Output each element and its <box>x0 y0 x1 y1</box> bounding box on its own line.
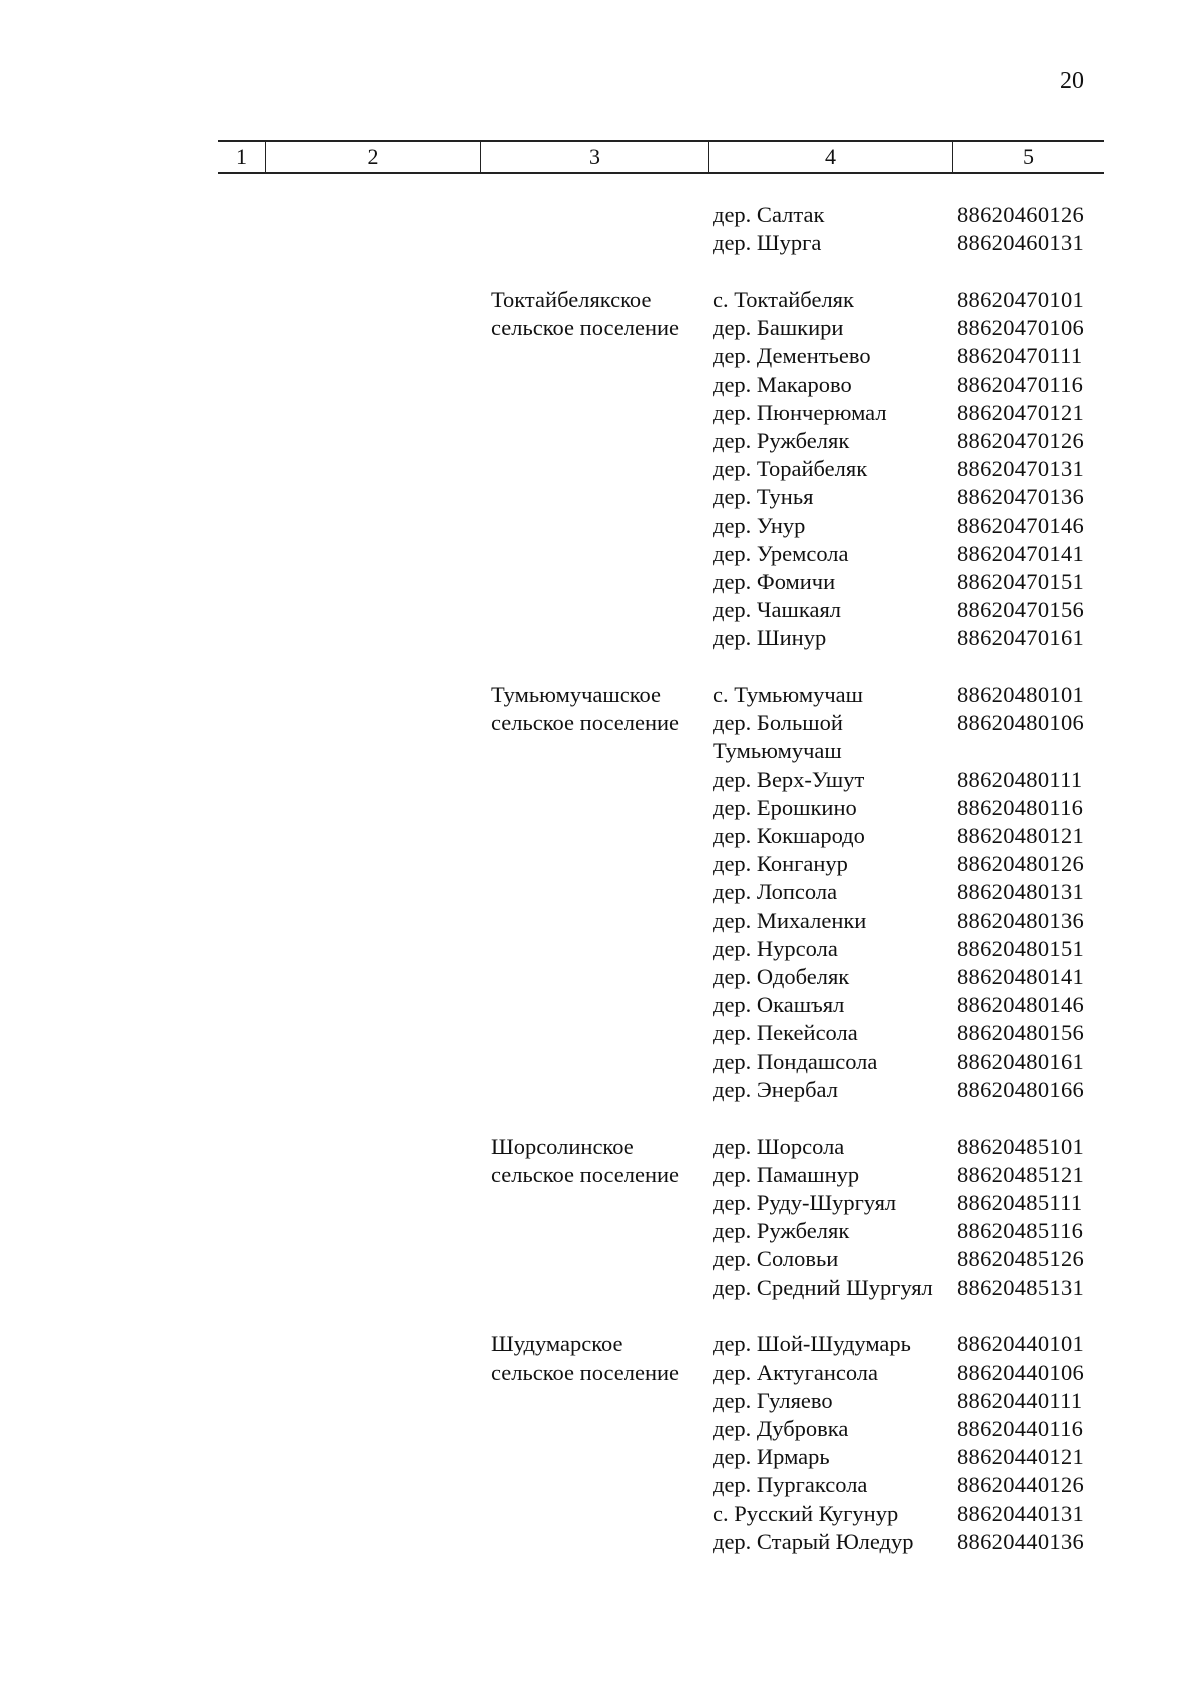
oktmo-code: 88620460131 <box>957 230 1085 256</box>
locality-name: дер. Фомичи <box>713 568 836 594</box>
table-row <box>713 399 1200 427</box>
locality-name: дер. Старый Юледур <box>713 1528 914 1554</box>
settlement-name: Тумьюмучашское сельское поселение <box>491 682 680 736</box>
locality-name: дер. Средний Шургуял <box>713 1274 933 1300</box>
locality-name: дер. Пекейсола <box>713 1020 858 1046</box>
settlement-name: Шорсолинское сельское поселение <box>491 1133 680 1187</box>
table-row <box>713 681 1200 709</box>
column-number-1: 1 <box>236 144 247 169</box>
locality-name: дер. Пондашсола <box>713 1048 878 1074</box>
locality-name: дер. Гуляево <box>713 1387 833 1413</box>
locality-name: дер. Ирмарь <box>713 1444 830 1470</box>
locality-name: дер. Окашъял <box>713 992 845 1018</box>
locality-name: дер. Нурсола <box>713 935 838 961</box>
locality-name: дер. Уремсола <box>713 540 849 566</box>
oktmo-code: 88620470116 <box>957 371 1084 397</box>
oktmo-code: 88620470151 <box>957 568 1085 594</box>
locality-name: дер. Соловьи <box>713 1246 839 1272</box>
column-number-2: 2 <box>265 142 480 172</box>
locality-name: дер. Энербал <box>713 1076 838 1102</box>
table-row <box>713 371 1200 399</box>
locality-name: дер. Кокшародо <box>713 823 865 849</box>
locality-name: дер. Пургаксола <box>713 1472 868 1498</box>
table-row <box>713 1019 1200 1047</box>
table-row <box>713 1189 1200 1217</box>
table-row <box>713 850 1200 878</box>
oktmo-code: 88620470101 <box>957 286 1085 312</box>
oktmo-code: 88620480141 <box>957 964 1085 990</box>
locality-name: дер. Дубровка <box>713 1415 849 1441</box>
locality-name: дер. Салтак <box>713 202 825 227</box>
oktmo-code: 88620485111 <box>957 1190 1083 1215</box>
oktmo-code: 88620480146 <box>957 992 1085 1018</box>
locality-name: дер. Пюнчерюмал <box>713 399 887 425</box>
oktmo-code: 88620440101 <box>957 1331 1085 1357</box>
column-number-4: 4 <box>708 142 952 172</box>
locality-name: дер. Дементьево <box>713 343 871 369</box>
table-row <box>713 963 1200 991</box>
table-row <box>713 314 1200 342</box>
oktmo-code: 88620470126 <box>957 427 1085 453</box>
locality-name: дер. Верх-Ушут <box>713 766 865 792</box>
locality-name: дер. Конганур <box>713 851 848 877</box>
oktmo-code: 88620480131 <box>957 879 1085 905</box>
table-row <box>713 229 1200 257</box>
locality-name: дер. Шой-Шудумарь <box>713 1331 911 1357</box>
locality-name: дер. Унур <box>713 512 806 538</box>
oktmo-code: 88620485101 <box>957 1133 1085 1159</box>
table-row <box>713 1245 1200 1273</box>
locality-name: дер. Одобеляк <box>713 964 850 990</box>
locality-name: дер. Торайбеляк <box>713 456 868 482</box>
table-row <box>713 512 1200 540</box>
locality-name: дер. Памашнур <box>713 1161 860 1187</box>
table-row <box>713 342 1200 370</box>
locality-name: дер. Большой Тумьюмучаш <box>713 710 843 764</box>
oktmo-code: 88620480106 <box>957 710 1085 736</box>
oktmo-code: 88620470111 <box>957 343 1083 369</box>
settlement-group <box>0 1330 1200 1556</box>
locality-name: с. Русский Кугунур <box>713 1500 899 1526</box>
locality-name: дер. Ружбеляк <box>713 427 850 453</box>
table-row <box>713 1415 1200 1443</box>
oktmo-code: 88620485116 <box>957 1218 1084 1244</box>
oktmo-code: 88620440106 <box>957 1359 1085 1385</box>
oktmo-code: 88620470106 <box>957 315 1085 341</box>
table-row <box>713 1330 1200 1358</box>
locality-name: дер. Шорсола <box>713 1133 845 1159</box>
oktmo-code: 88620480166 <box>957 1076 1085 1102</box>
table-row <box>713 1387 1200 1415</box>
table-row <box>713 709 1200 765</box>
oktmo-code: 88620480151 <box>957 935 1085 961</box>
oktmo-code: 88620440131 <box>957 1500 1085 1526</box>
table-row <box>713 1076 1200 1104</box>
table-row <box>713 1528 1200 1556</box>
oktmo-code: 88620440116 <box>957 1415 1084 1441</box>
locality-name: с. Тумьюмучаш <box>713 682 863 708</box>
locality-name: дер. Ерошкино <box>713 794 857 820</box>
locality-name: дер. Руду-Шургуял <box>713 1190 897 1215</box>
oktmo-code: 88620470156 <box>957 597 1085 623</box>
table-row <box>713 427 1200 455</box>
oktmo-code: 88620480126 <box>957 851 1085 877</box>
table-body <box>0 201 1200 1584</box>
locality-name: дер. Шинур <box>713 625 827 651</box>
oktmo-code: 88620485126 <box>957 1246 1085 1272</box>
oktmo-code: 88620480116 <box>957 794 1084 820</box>
oktmo-code: 88620485131 <box>957 1274 1085 1300</box>
settlement-group <box>0 1133 1200 1302</box>
column-number-3: 3 <box>480 142 708 172</box>
table-row <box>713 624 1200 652</box>
locality-name: дер. Башкири <box>713 315 844 341</box>
oktmo-code: 88620485121 <box>957 1161 1085 1187</box>
locality-name: с. Токтайбеляк <box>713 286 854 312</box>
column-number-5: 5 <box>952 142 1104 172</box>
oktmo-code: 88620440136 <box>957 1528 1085 1554</box>
table-row <box>713 596 1200 624</box>
table-row <box>713 935 1200 963</box>
table-row <box>713 794 1200 822</box>
oktmo-code: 88620480101 <box>957 682 1085 708</box>
page-number: 20 <box>1060 68 1084 94</box>
table-row <box>713 878 1200 906</box>
table-row <box>713 1048 1200 1076</box>
table-row <box>713 1161 1200 1189</box>
oktmo-code: 88620470121 <box>957 399 1085 425</box>
table-row <box>713 1217 1200 1245</box>
locality-name: дер. Макарово <box>713 371 852 397</box>
locality-name: дер. Михаленки <box>713 907 867 933</box>
oktmo-code: 88620440121 <box>957 1444 1085 1470</box>
settlement-group <box>0 286 1200 653</box>
oktmo-code: 88620480156 <box>957 1020 1085 1046</box>
table-row <box>713 286 1200 314</box>
oktmo-code: 88620480136 <box>957 907 1085 933</box>
table-row <box>713 201 1200 229</box>
oktmo-code: 88620470141 <box>957 540 1085 566</box>
table-row <box>713 540 1200 568</box>
table-row <box>713 568 1200 596</box>
locality-name: дер. Чашкаял <box>713 597 842 623</box>
table-row <box>713 766 1200 794</box>
oktmo-code: 88620470136 <box>957 484 1085 510</box>
table-row <box>713 1359 1200 1387</box>
table-row <box>713 1500 1200 1528</box>
settlement-name: Токтайбелякское сельское поселение <box>491 286 680 341</box>
oktmo-code: 88620470146 <box>957 512 1085 538</box>
locality-name: дер. Тунья <box>713 484 814 510</box>
table-row <box>713 1274 1200 1302</box>
table-row <box>713 822 1200 850</box>
oktmo-code: 88620440111 <box>957 1387 1083 1413</box>
oktmo-code: 88620470131 <box>957 456 1085 482</box>
locality-name: дер. Ружбеляк <box>713 1218 850 1244</box>
table-row <box>713 483 1200 511</box>
settlement-group <box>0 201 1200 257</box>
oktmo-code: 88620470161 <box>957 625 1085 651</box>
settlement-group <box>0 681 1200 1104</box>
table-row <box>713 907 1200 935</box>
table-row <box>713 455 1200 483</box>
table-row <box>713 1471 1200 1499</box>
oktmo-code: 88620480161 <box>957 1048 1085 1074</box>
locality-name: дер. Лопсола <box>713 879 838 905</box>
table-row <box>713 1133 1200 1161</box>
table-header <box>218 140 1104 174</box>
locality-name: дер. Актугансола <box>713 1359 879 1385</box>
oktmo-code: 88620460126 <box>957 202 1085 227</box>
table-row <box>713 1443 1200 1471</box>
table-row <box>713 991 1200 1019</box>
oktmo-code: 88620480111 <box>957 766 1083 792</box>
oktmo-code: 88620480121 <box>957 823 1085 849</box>
locality-name: дер. Шурга <box>713 230 822 256</box>
oktmo-code: 88620440126 <box>957 1472 1085 1498</box>
settlement-name: Шудумарское сельское поселение <box>491 1331 680 1385</box>
